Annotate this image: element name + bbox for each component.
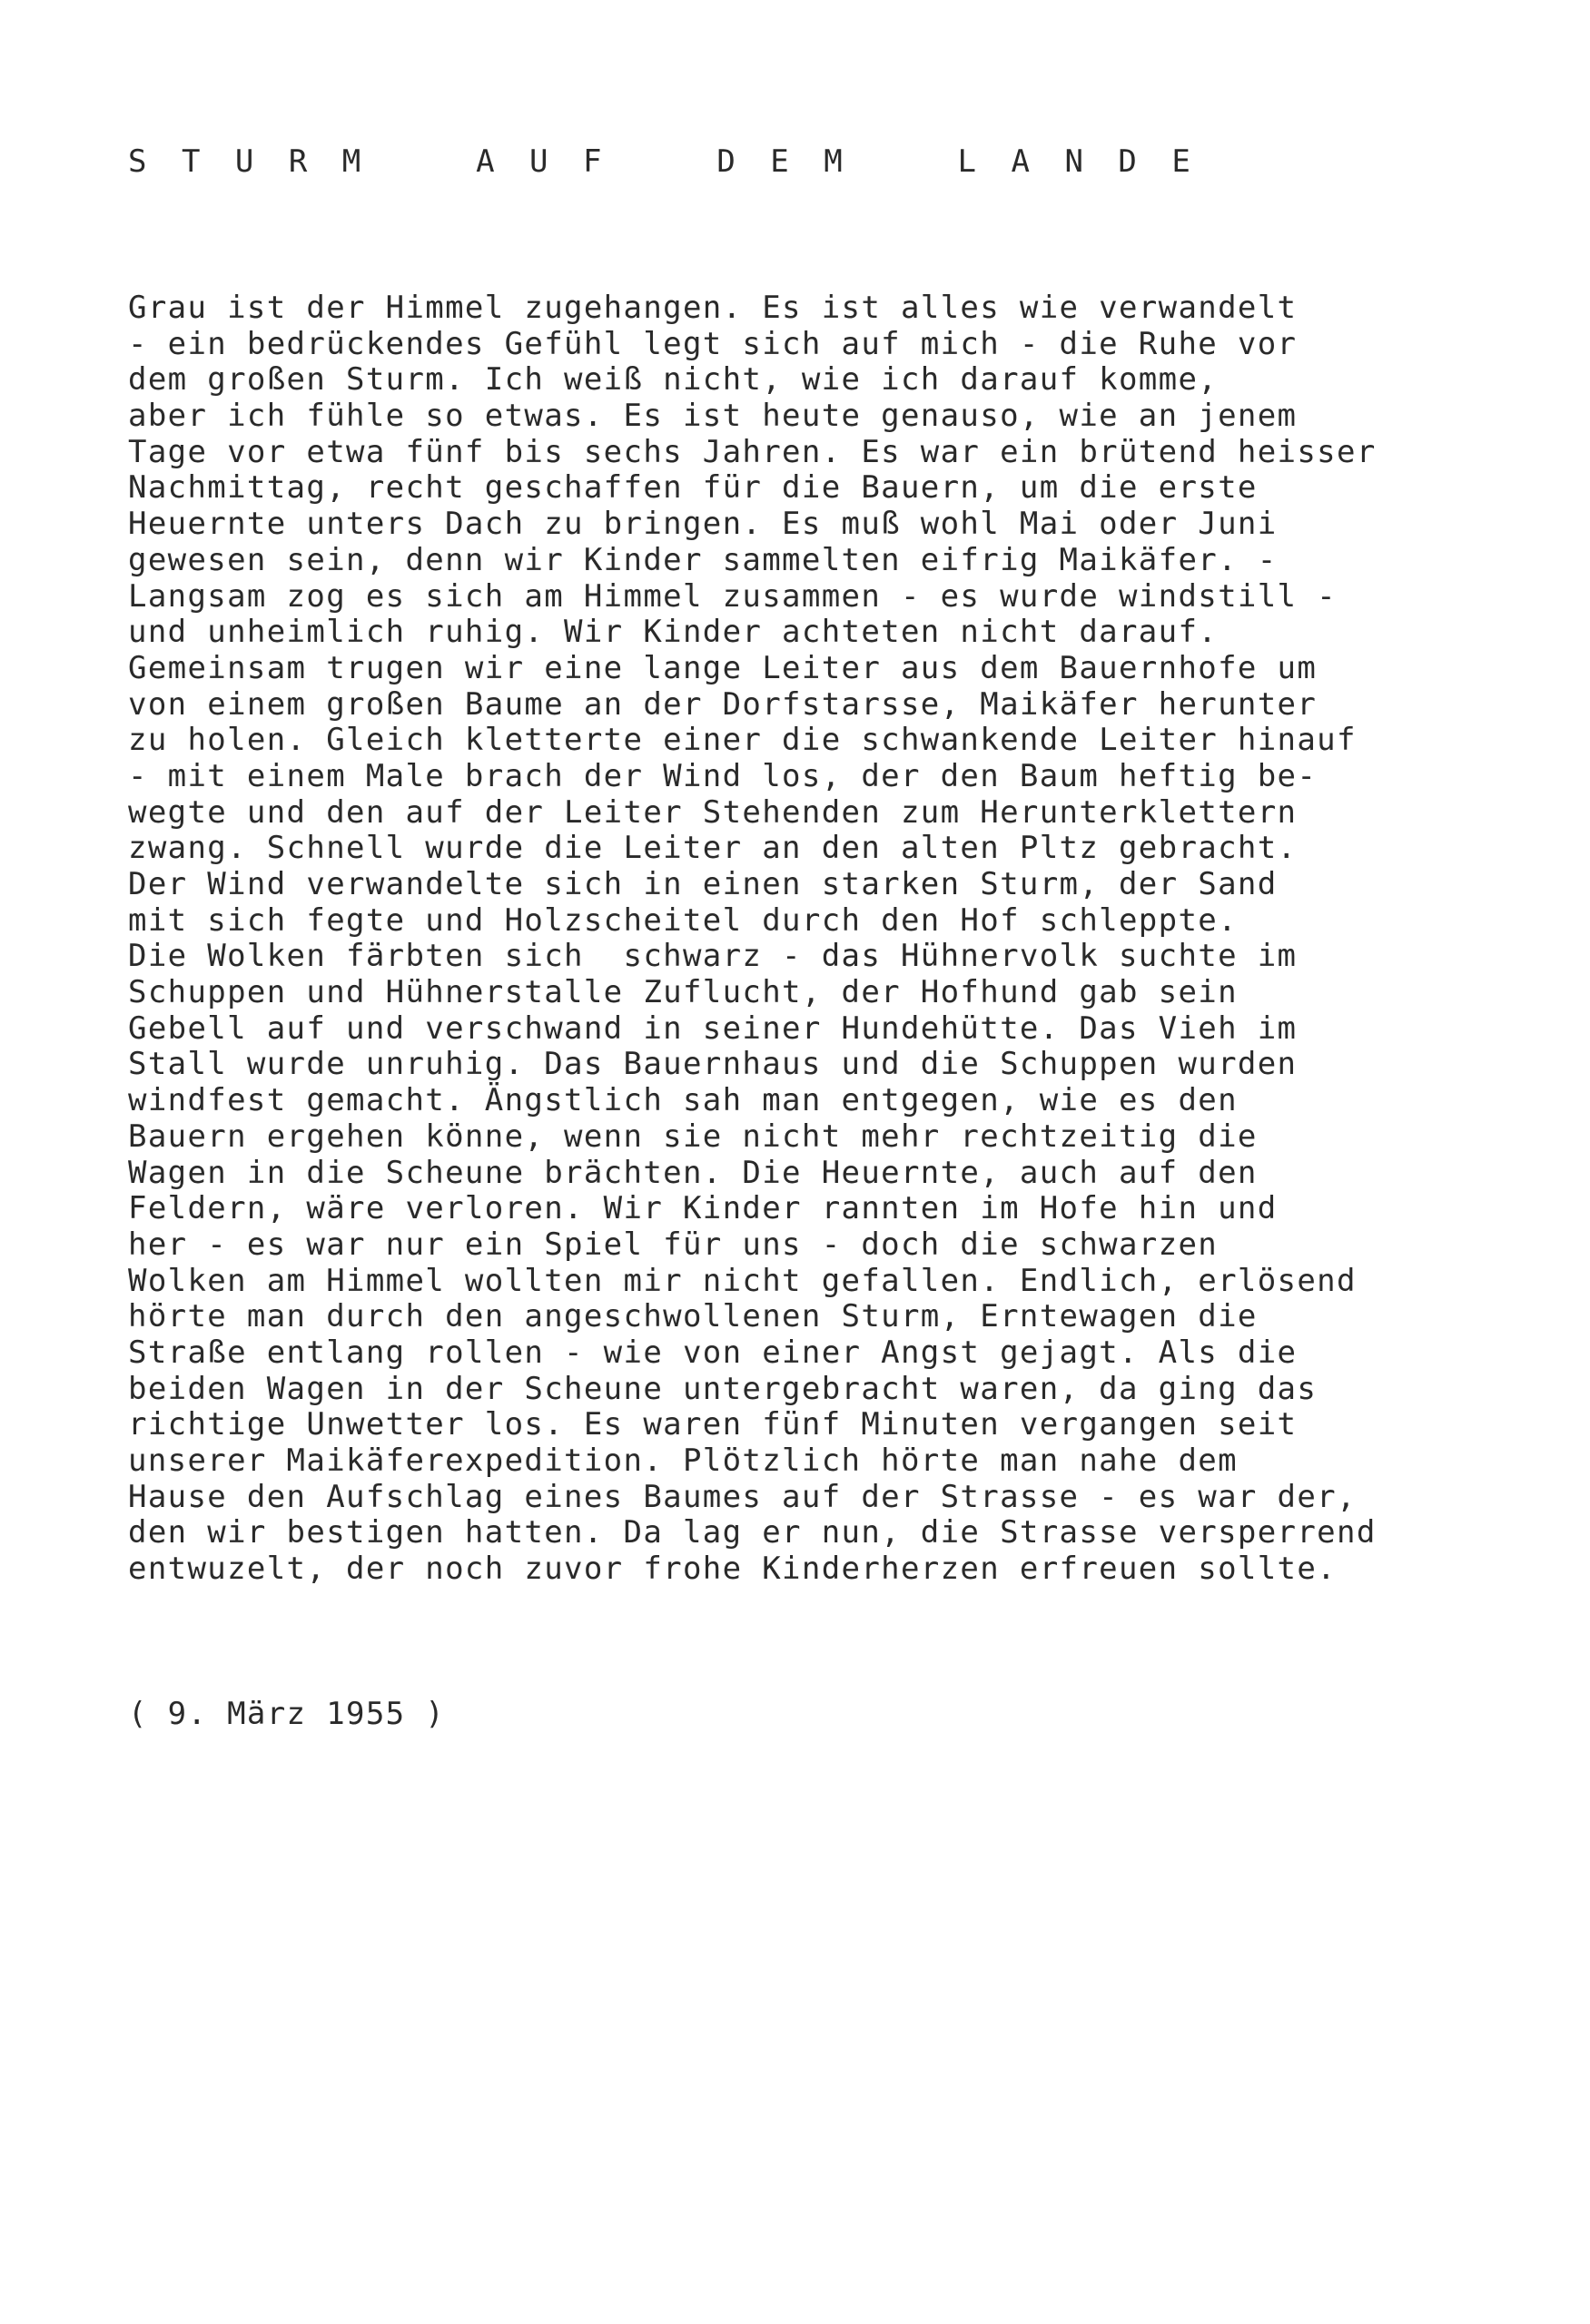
text-line: Heuernte unters Dach zu bringen. Es muß wohl Mai oder Juni bbox=[128, 506, 1278, 543]
text-line: unserer Maikäferexpedition. Plötzlich hörte man nahe dem bbox=[128, 1443, 1238, 1479]
text-line: Schuppen und Hühnerstalle Zuflucht, der Hofhund gab sein bbox=[128, 974, 1238, 1011]
text-line: Tage vor etwa fünf bis sechs Jahren. Es war ein brütend heisser bbox=[128, 433, 1377, 470]
text-line: aber ich fühle so etwas. Es ist heute genauso, wie an jenem bbox=[128, 398, 1298, 435]
text-line: Hause den Aufschlag eines Baumes auf der Strasse - es war der, bbox=[128, 1478, 1357, 1515]
text-line: Langsam zog es sich am Himmel zusammen - es wurde windstill - bbox=[128, 577, 1338, 615]
text-line: beiden Wagen in der Scheune untergebracht waren, da ging das bbox=[128, 1370, 1318, 1407]
text-line: gewesen sein, denn wir Kinder sammelten eifrig Maikäfer. - bbox=[128, 541, 1278, 578]
text-line: Straße entlang rollen - wie von einer Angst gejagt. Als die bbox=[128, 1334, 1298, 1371]
text-line: Feldern, wäre verloren. Wir Kinder rannten im Hofe hin und bbox=[128, 1190, 1278, 1227]
text-line: zwang. Schnell wurde die Leiter an den alten Pltz gebracht. bbox=[128, 830, 1298, 867]
text-line: her - es war nur ein Spiel für uns - doch die schwarzen bbox=[128, 1226, 1219, 1263]
text-line: den wir bestigen hatten. Da lag er nun, die Strasse versperrend bbox=[128, 1514, 1377, 1551]
text-line: windfest gemacht. Ängstlich sah man entgegen, wie es den bbox=[128, 1082, 1238, 1119]
document-title: S T U R M A U F D E M L A N D E bbox=[128, 143, 1199, 180]
text-line: hörte man durch den angeschwollenen Sturm, Erntewagen die bbox=[128, 1298, 1258, 1335]
text-line: Stall wurde unruhig. Das Bauernhaus und die Schuppen wurden bbox=[128, 1046, 1298, 1083]
text-line: mit sich fegte und Holzscheitel durch den Hof schleppte. bbox=[128, 901, 1238, 939]
text-line: Wagen in die Scheune brächten. Die Heuernte, auch auf den bbox=[128, 1154, 1258, 1191]
text-line: Die Wolken färbten sich schwarz - das Hühnervolk suchte im bbox=[128, 938, 1298, 975]
text-line: und unheimlich ruhig. Wir Kinder achteten nicht darauf. bbox=[128, 614, 1219, 651]
text-line: Wolken am Himmel wollten mir nicht gefallen. Endlich, erlösend bbox=[128, 1262, 1357, 1299]
text-line: - ein bedrückendes Gefühl legt sich auf mich - die Ruhe vor bbox=[128, 325, 1298, 362]
text-line: wegte und den auf der Leiter Stehenden zum Herunterklettern bbox=[128, 793, 1298, 831]
text-line: von einem großen Baume an der Dorfstarsse, Maikäfer herunter bbox=[128, 685, 1318, 723]
text-line: Gebell auf und verschwand in seiner Hundehütte. Das Vieh im bbox=[128, 1009, 1298, 1047]
document-date: ( 9. März 1955 ) bbox=[128, 1696, 446, 1732]
text-line: zu holen. Gleich kletterte einer die schwankende Leiter hinauf bbox=[128, 722, 1357, 759]
text-line: Der Wind verwandelte sich in einen starken Sturm, der Sand bbox=[128, 866, 1278, 902]
text-line: richtige Unwetter los. Es waren fünf Minuten vergangen seit bbox=[128, 1406, 1298, 1443]
text-line: Bauern ergehen könne, wenn sie nicht mehr rechtzeitig die bbox=[128, 1118, 1258, 1155]
text-line: Grau ist der Himmel zugehangen. Es ist alles wie verwandelt bbox=[128, 290, 1298, 326]
text-line: dem großen Sturm. Ich weiß nicht, wie ich darauf komme, bbox=[128, 361, 1219, 399]
text-line: Nachmittag, recht geschaffen für die Bauern, um die erste bbox=[128, 469, 1258, 507]
text-line: - mit einem Male brach der Wind los, der den Baum heftig be- bbox=[128, 757, 1318, 794]
text-line: entwuzelt, der noch zuvor frohe Kinderherzen erfreuen sollte. bbox=[128, 1551, 1338, 1588]
text-line: Gemeinsam trugen wir eine lange Leiter aus dem Bauernhofe um bbox=[128, 649, 1318, 686]
story-body bbox=[128, 290, 1545, 1588]
